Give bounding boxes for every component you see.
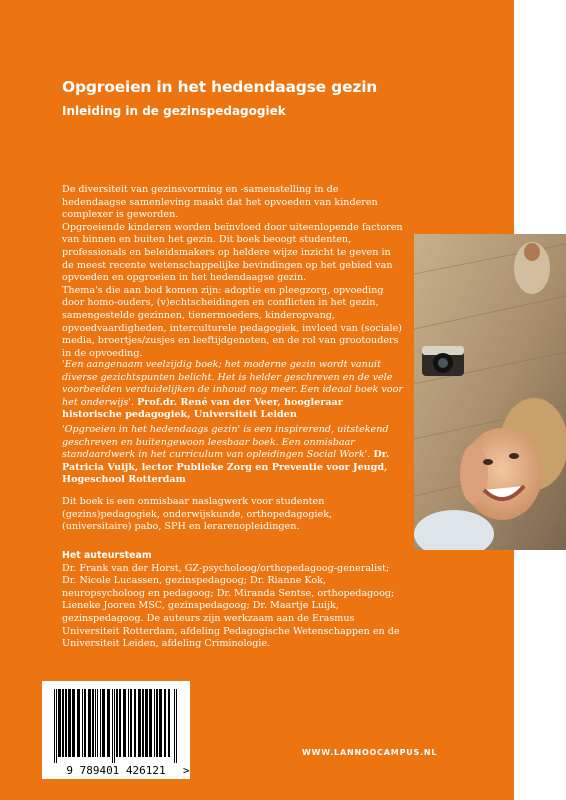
barcode-bar <box>123 689 126 757</box>
barcode-bar <box>145 689 148 757</box>
authors-heading: Het auteursteam <box>62 550 152 561</box>
barcode-bar <box>72 689 75 757</box>
review-quote-1-text: 'Een aangenaam veelzijdig boek; het moderne gezin wordt vanuit diverse gezichtspunten belicht. Het is helder geschreven en de vele voorbeelden verduidelijken de inhoud nog meer. Een ideaal boek voor het onderwijs'. <box>62 359 403 408</box>
authors-text: Dr. Frank van der Horst, GZ-psycholoog/orthopedagoog-generalist; Dr. Nicole Lucassen, gezinspedagoog; Dr. Rianne Kok, neuropsycholoog en pedagoog; Dr. Miranda Sentse, orthopedagoog; Lieneke Jooren MSC, gezinspedagoog; Dr. Maartje Luijk, gezinspedagoog. De auteurs zijn werkzaam aan de Erasmus Universiteit Rotterdam, afdeling Pedagogische Wetenschappen en de Universiteit Leiden, afdeling Criminologie. <box>62 562 400 650</box>
review-quote-1 <box>62 359 404 422</box>
review-quote-2-text: 'Opgroeien in het hedendaags gezin' is een inspirerend, uitstekend geschreven en buitengewoon leesbaar boek. Een onmisbaar standaardwerk in het curriculum van opleidingen Social Work'. <box>62 424 389 461</box>
cover-photo <box>414 234 566 550</box>
barcode-bar <box>102 689 105 757</box>
barcode-guard-bar <box>174 689 175 763</box>
book-title: Opgroeien in het hedendaagse gezin <box>62 78 378 96</box>
barcode-bar <box>128 689 129 757</box>
barcode-bar <box>88 689 91 757</box>
barcode-guard-bar <box>112 689 113 763</box>
barcode-bar <box>65 689 67 757</box>
intro-text <box>62 184 404 360</box>
barcode-bar <box>164 689 166 757</box>
barcode-bar <box>116 689 118 757</box>
barcode-bar <box>142 689 144 757</box>
barcode-bar <box>159 689 162 757</box>
intro-paragraph-3: Thema's die aan bod komen zijn: adoptie en pleegzorg, opvoeding door homo-ouders, (v)echtscheidingen en conflicten in het gezin, samengestelde gezinnen, tienermoeders, kinderopvang, opvoedvaardigheden, interculturele pedagogiek, invloed van (sociale) media, broertjes/zusjes en leeftijdgenoten, en de rol van grootouders in de opvoeding. <box>62 284 402 359</box>
review-quote-2 <box>62 424 404 487</box>
barcode-bar <box>119 689 121 757</box>
audience-text: Dit boek is een onmisbaar naslagwerk voor studenten (gezins)pedagogiek, onderwijskunde, orthopedagogiek, (universitaire) pabo, SPH en lerarenopleidingen. <box>62 496 333 533</box>
barcode-guard-bar <box>114 689 115 763</box>
barcode-bar <box>97 689 98 757</box>
barcode-arrow: > <box>183 764 190 777</box>
barcode-bar <box>107 689 110 757</box>
barcode-guard-bar <box>176 689 177 763</box>
intro-paragraph-2: Opgroeiende kinderen worden beïnvloed door uiteenlopende factoren van binnen en buiten het gezin. Dit boek beoogt studenten, professionals en beleidsmakers op heldere wijze inzicht te geven in de meest recente wetenschappelijke bevindingen op het gebied van opvoeden en opgroeien in het hedendaagse gezin. <box>62 221 403 284</box>
intro-paragraph-1: De diversiteit van gezinsvorming en -samenstelling in de hedendaagse samenleving maakt dat het opvoeden van kinderen complexer is geworden. <box>62 184 378 221</box>
barcode-bar <box>138 689 141 757</box>
barcode-bar <box>84 689 86 757</box>
publisher-website: WWW.LANNOOCAMPUS.NL <box>302 748 438 757</box>
barcode-bar <box>154 689 155 757</box>
barcode-bar <box>92 689 94 757</box>
barcode-bar <box>95 689 96 757</box>
barcode-bar <box>149 689 152 757</box>
barcode-bar <box>168 689 170 757</box>
barcode-bar <box>62 689 64 757</box>
camera-icon <box>422 346 464 376</box>
barcode-bar <box>156 689 158 757</box>
photo-illustration <box>414 234 566 550</box>
barcode-bar <box>58 689 61 757</box>
isbn-barcode <box>42 681 190 779</box>
barcode-bars <box>42 681 190 779</box>
barcode-guard-bar <box>54 689 55 763</box>
barcode-guard-bar <box>56 689 57 763</box>
authors-section <box>62 550 404 651</box>
barcode-bar <box>68 689 71 757</box>
review-quote-1-author: Prof.dr. René van der Veer, hoogleraar historische pedagogiek, Universiteit Leiden <box>62 396 343 421</box>
book-subtitle: Inleiding in de gezinspedagogiek <box>62 104 286 118</box>
barcode-bar <box>130 689 132 757</box>
barcode-bar <box>77 689 80 757</box>
review-quote-2-author: Dr. Patricia Vuijk, lector Publieke Zorg en Preventie voor Jeugd, Hogeschool Rotterdam <box>62 449 390 486</box>
barcode-bar <box>100 689 101 757</box>
barcode-digits: 9 789401 426121 <box>66 764 166 777</box>
barcode-bar <box>82 689 83 757</box>
barcode-bar <box>134 689 136 757</box>
